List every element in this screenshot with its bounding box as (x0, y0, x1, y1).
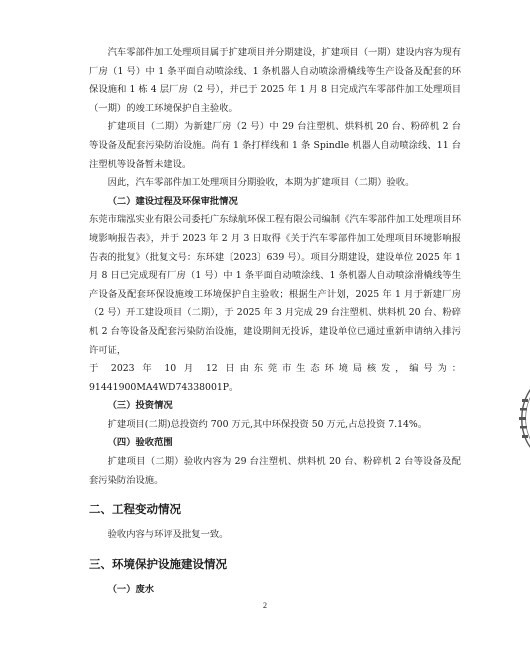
paragraph-acceptance-scope: 扩建项目（二期）验收内容为 29 台注塑机、烘料机 20 台、粉碎机 2 台等设备及配套污染防治设施。 (89, 456, 461, 486)
heading-acceptance-scope: （四）验收范围 (107, 437, 173, 449)
page-number: 2 (263, 601, 267, 610)
paragraph-phase-two-scope: 扩建项目（二期）为新建厂房（2 号）中 29 台注塑机、烘料机 20 台、粉碎机 2 台等设备及配套污染防治设施。尚有 1 条打样线和 1 条 Spindle 机器人自动喷涂线、11 台注塑机等设备暂未建设。 (89, 121, 461, 170)
paragraph-acceptance-note: 因此，汽车零部件加工处理项目分期验收，本期为扩建项目（二期）验收。 (107, 177, 415, 189)
section-title-changes: 二、工程变动情况 (89, 502, 181, 517)
heading-wastewater: （一）废水 (107, 583, 155, 595)
seal-stamp-icon (508, 375, 530, 461)
section-title-env-facilities: 三、环境保护设施建设情况 (89, 556, 227, 571)
paragraph-investment: 扩建项目(二期)总投资约 700 万元,其中环保投资 50 万元,占总投资 7.14%。 (107, 418, 428, 430)
license-code: 91441900MA4WD74338001P。 (89, 381, 239, 393)
paragraph-approval-history: 东莞市瑞泓实业有限公司委托广东绿航环保工程有限公司编制《汽车零部件加工处理项目环境影响报告表》，并于 2023 年 2 月 3 日取得《关于汽车零部件加工处理项目环境影响报告表的批复》（批复文号：东环建〔2023〕639 号）。项目分期建设，建设单位 2025 年 1 月 8 日已完成现有厂房（1 号）中 1 条平面自动喷涂线、1 条机器人自动喷涂滑橇线等生产设备及配套环保设施竣工环境保护自主验收；根据生产计划，2025 年 1 月于新建厂房（2 号）开工建设项目（二期），于 2025 年 3 月完成 29 台注塑机、烘料机 20 台、粉碎机 2 台等设备及配套污染防治设施，建设期间无投诉，建设单位已通过重新申请纳入排污许可证， (89, 214, 461, 356)
paragraph-project-phases: 汽车零部件加工处理项目属于扩建项目并分期建设，扩建项目（一期）建设内容为现有厂房（1 号）中 1 条平面自动喷涂线、1 条机器人自动喷涂滑橇线等生产设备及配套的环保设施和 1 栋 4 层厂房（2 号），并已于 2025 年 1 月 8 日完成汽车零部件加工处理项目（一期）的竣工环境保护自主验收。 (89, 47, 461, 114)
heading-investment: （三）投资情况 (107, 400, 173, 412)
paragraph-changes: 验收内容与环评及批复一致。 (107, 529, 229, 541)
heading-construction-process: （二）建设过程及环保审批情况 (107, 195, 238, 207)
page-content (89, 44, 461, 599)
paragraph-license-issue: 于 2023 年 10 月 12 日由东莞市生态环境局核发，编号为： (89, 363, 461, 375)
